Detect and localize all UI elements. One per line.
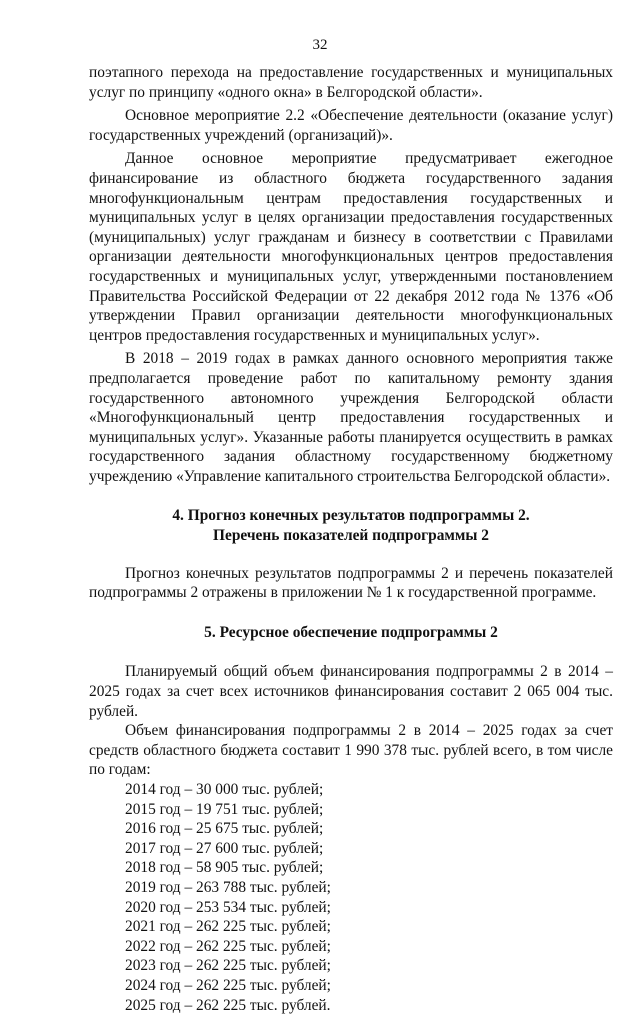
- section-4-text: Прогноз конечных результатов подпрограммы 2 и перечень показателей подпрограммы 2 отражены в приложении № 1 к государственной программе.: [89, 564, 613, 602]
- document-body: [89, 63, 613, 1015]
- list-item: 2022 год – 262 225 тыс. рублей;: [125, 937, 331, 955]
- paragraph-continuation: поэтапного перехода на предоставление государственных и муниципальных услуг по принципу «одного окна» в Белгородской области».: [89, 64, 613, 101]
- list-item: 2017 год – 27 600 тыс. рублей;: [125, 839, 324, 857]
- section-5-text-total: Планируемый общий объем финансирования подпрограммы 2 в 2014 – 2025 годах за счет всех источников финансирования составит 2 065 004 тыс. рублей.: [89, 663, 613, 720]
- list-item: 2015 год – 19 751 тыс. рублей;: [125, 800, 324, 818]
- section-5-text-regional: Объем финансирования подпрограммы 2 в 2014 – 2025 годах за счет средств областного бюджета составит 1 990 378 тыс. рублей всего, в том числе по годам:: [89, 722, 613, 779]
- paragraph-activity-description: Данное основное мероприятие предусматривает ежегодное финансирование из областного бюджета государственного задания многофункциональным центрам предоставления государственных и муниципальных услуг в целях организации предоставления государственных (муниципальных) услуг гражданам и бизнесу в соответствии с Правилами организации деятельности многофункциональных центров предоставления государственных и муниципальных услуг, утвержденными постановлением Правительства Российской Федерации от 22 декабря 2012 года № 1376 «Об утверждении Правил организации деятельности многофункциональных центров предоставления государственных и муниципальных услуг».: [89, 150, 613, 344]
- section-5-heading: 5. Ресурсное обеспечение подпрограммы 2: [204, 623, 498, 641]
- list-item: 2024 год – 262 225 тыс. рублей;: [125, 976, 331, 994]
- section-4-heading: [89, 506, 613, 545]
- list-item: 2014 год – 30 000 тыс. рублей;: [125, 781, 324, 798]
- page-number: 32: [312, 37, 328, 53]
- list-item: 2020 год – 253 534 тыс. рублей;: [125, 898, 331, 916]
- paragraph-main-activity-2-2: Основное мероприятие 2.2 «Обеспечение деятельности (оказание услуг) государственных учреждений (организаций)».: [89, 107, 613, 144]
- list-item: 2019 год – 263 788 тыс. рублей;: [125, 878, 331, 896]
- section-4-heading-line1: 4. Прогноз конечных результатов подпрограммы 2.: [172, 507, 530, 525]
- funding-by-year-list: [89, 780, 613, 1015]
- list-item: 2023 год – 262 225 тыс. рублей;: [125, 957, 331, 975]
- list-item: 2025 год – 262 225 тыс. рублей.: [125, 996, 331, 1014]
- list-item: 2021 год – 262 225 тыс. рублей;: [125, 918, 331, 936]
- section-5-heading-block: [89, 623, 613, 643]
- list-item: 2016 год – 25 675 тыс. рублей;: [125, 820, 324, 838]
- paragraph-renovation: В 2018 – 2019 годах в рамках данного основного мероприятия также предполагается проведение работ по капитальному ремонту здания государственного автономного учреждения Белгородской области «Многофункциональный центр предоставления государственных и муниципальных услуг». Указанные работы планируется осуществить в рамках государственного задания областному государственному бюджетному учреждению «Управление капитального строительства Белгородской области».: [89, 350, 613, 485]
- list-item: 2018 год – 58 905 тыс. рублей;: [125, 859, 324, 877]
- section-4-heading-line2: Перечень показателей подпрограммы 2: [213, 527, 489, 545]
